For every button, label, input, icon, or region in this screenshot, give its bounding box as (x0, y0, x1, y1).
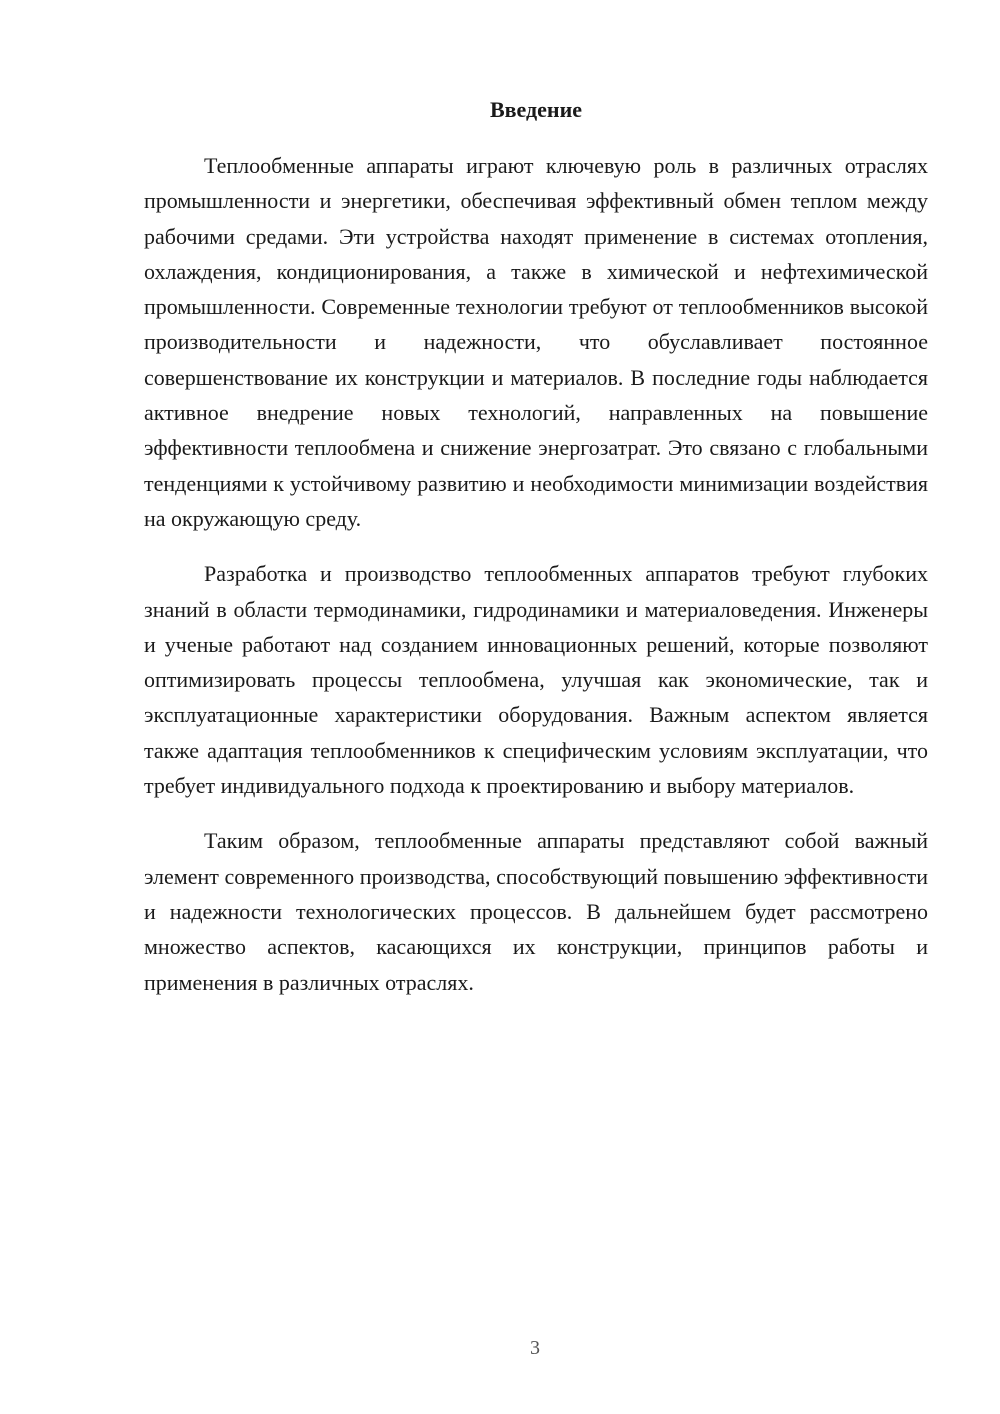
paragraph-3: Таким образом, теплообменные аппараты представляют собой важный элемент современного производства, способствующий повышению эффективности и надежности технологических процессов. В дальнейшем будет рассмотрено множество аспектов, касающихся их конструкции, принципов работы и применения в различных отраслях. (144, 828, 928, 995)
section-title: Введение (489, 97, 583, 122)
paragraph-2: Разработка и производство теплообменных аппаратов требуют глубоких знаний в области термодинамики, гидродинамики и материаловедения. Инженеры и ученые работают над созданием инновационных решений, которые позволяют оптимизировать процессы теплообмена, улучшая как экономические, так и эксплуатационные характеристики оборудования. Важным аспектом является также адаптация теплообменников к специфическим условиям эксплуатации, что требует индивидуального подхода к проектированию и выбору материалов. (144, 561, 928, 799)
page-number: 3 (530, 1337, 540, 1359)
paragraph-1: Теплообменные аппараты играют ключевую роль в различных отраслях промышленности и энергетики, обеспечивая эффективный обмен теплом между рабочими средами. Эти устройства находят применение в системах отопления, охлаждения, кондиционирования, а также в химической и нефтехимической промышленности. Современные технологии требуют от теплообменников высокой производительности и надежности, что обуславливает постоянное совершенствование их конструкции и материалов. В последние годы наблюдается активное внедрение новых технологий, направленных на повышение эффективности теплообмена и снижение энергозатрат. Это связано с глобальными тенденциями к устойчивому развитию и необходимости минимизации воздействия на окружающую среду. (144, 153, 928, 531)
page-content (144, 92, 928, 1020)
